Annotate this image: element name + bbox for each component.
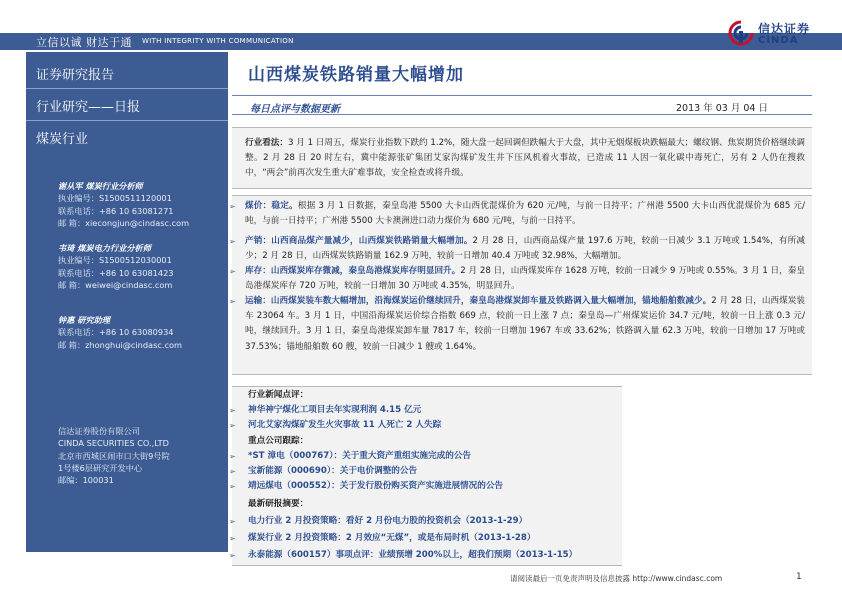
item-label: 库存：山西煤炭库存微减，秦皇岛港煤炭库存明显回升。 [245,266,461,276]
analyst-name: 谢从军 煤炭行业分析师 [58,181,143,191]
analyst-phone: 联系电话：+86 10 63081271 [58,205,174,216]
section-securities-research: 证券研究报告 [36,68,115,83]
analyst-cert: 执业编号：S1500512030001 [58,255,172,266]
top-banner [0,0,842,52]
page-number: 1 [796,572,802,582]
company-address-2: 1号楼6层研究开发中心 [58,462,143,473]
industry-view [245,136,805,182]
analyst-phone: 联系电话：+86 10 63081423 [58,267,174,278]
company-item[interactable]: 靖远煤电（000552）：关于发行股份购买资产实施进展情况的公告 [248,481,504,491]
disclaimer-note: 请阅读最后一页免责声明及信息披露 http://www.cindasc.com [510,574,723,583]
analyst-card [58,242,228,291]
bullet-arrow-icon: ➢ [229,297,236,306]
company-item[interactable]: *ST 漳电（000767）：关于重大资产重组实施完成的公告 [248,451,471,461]
analyst-cert: 执业编号：S1500511120001 [58,193,172,204]
company-item[interactable]: 宝新能源（000690）：关于电价调整的公告 [248,466,418,476]
bullet-arrow-icon: ➢ [229,237,236,246]
slogan-cn: 立信以诚 财达于通 [36,36,132,49]
sidebar-divider [26,88,228,89]
inventory-item [245,264,805,294]
research-header: 最新研报摘要： [248,499,309,509]
bullet-arrow-icon: ➢ [229,202,236,211]
analyst-name: 韦琦 煤炭电力行业分析师 [58,243,151,253]
slogan-en: WITH INTEGRITY WITH COMMUNICATION [142,37,294,45]
item-text: 2 月 28 日，山西煤炭库存 1628 万吨，较前一日减少 9 万吨或 0.55%。3 月 1 日，秦皇岛港煤炭库存 720 万吨，较前一日增加 30 万吨或 4.35%，明显回升。 [245,266,805,292]
bullet-arrow-icon: ➢ [229,482,236,491]
logo-text-cn: 信达证券 [758,22,811,36]
page-title: 山西煤炭铁路销量大幅增加 [248,65,464,85]
cinda-logo [728,20,810,50]
logo-text-en: CINDA [758,35,799,46]
bullet-arrow-icon: ➢ [229,467,236,476]
transport-item [245,294,805,355]
company-address-1: 北京市西城区闹市口大街9号院 [58,450,170,461]
item-text: 根据 3 月 1 日数据，秦皇岛港 5500 大卡山西优混煤价为 620 元/吨，与前一日持平；广州港 5500 大卡山西优混煤价为 685 元/吨，与前一日持平；广州港 5500 大卡澳洲进口动力煤价为 680 元/吨，与前一日持平。 [245,201,805,227]
bullet-arrow-icon: ➢ [229,406,236,415]
industry-view-label: 行业看法： [245,138,289,148]
bullet-arrow-icon: ➢ [229,517,236,526]
company-postcode: 邮编：100031 [58,475,114,486]
news-item[interactable]: 神华神宁煤化工项目去年实现利润 4.15 亿元 [248,405,422,415]
item-label: 产销：山西商品煤产量减少，山西煤炭铁路销量大幅增加。 [245,236,473,246]
news-header: 行业新闻点评： [248,390,309,400]
company-header: 重点公司跟踪： [248,436,309,446]
research-item[interactable]: 电力行业 2 月投资策略：看好 2 月份电力股的投资机会（2013-1-29） [248,516,528,526]
item-label: 运输：山西煤炭装车数大幅增加，沿海煤炭运价继续回升，秦皇岛港煤炭卸车量及铁路调入量大幅增加，锚地船舶数减少。 [245,296,712,306]
analyst-email: 邮 箱：xiecongjun@cindasc.com [58,217,190,228]
news-item[interactable]: 河北艾家沟煤矿发生火灾事故 11 人死亡 2 人失踪 [248,420,442,430]
industry-view-text: 3 月 1 日周五，煤炭行业指数下跌约 1.2%，随大盘一起回调但跌幅大于大盘，其中无烟煤板块跌幅最大；螺纹钢、焦炭期货价格继续调整。2 月 28 日 20 时左右，冀中能源张矿集团艾家沟煤矿发生井下压风机着火事故，已造成 11 人因一氧化碳中毒死亡，另有 2 人仍在搜救中，“两会”前再次发生重大矿难事故，安全检查或将升级。 [245,138,805,179]
research-item[interactable]: 煤炭行业 2 月投资策略：2 月效应“无煤”，或是布局时机（2013-1-28） [248,533,536,543]
subtitle: 每日点评与数据更新 [250,104,340,115]
company-info [58,425,228,486]
sidebar-divider [26,120,228,121]
research-item[interactable]: 永泰能源（600157）事项点评：业绩预增 200%以上，超我们预期（2013-1-15） [248,550,578,560]
production-sales-item [245,234,805,264]
item-label: 煤价：稳定。 [245,201,298,211]
left-sidebar [26,52,228,552]
cinda-logo-icon [728,20,754,46]
bullet-arrow-icon: ➢ [229,452,236,461]
analyst-email: 邮 箱：weiwei@cindasc.com [58,279,173,290]
bullet-arrow-icon: ➢ [229,421,236,430]
coal-price-item [245,199,805,229]
report-date: 2013 年 03 月 04 日 [676,103,768,114]
section-coal-industry: 煤炭行业 [36,132,89,147]
item-text: 2 月 28 日，山西煤炭装车 23064 车。3 月 1 日，中国沿海煤炭运价综合指数 669 点，较前一日上涨 7 点；秦皇岛—广州煤炭运价 34.7 元/吨，较前一日上涨 0.3 元/吨，继续回升。3 月 1 日，秦皇岛港煤炭卸车量 7817 车，较前一日增加 1967 车或 33.62%；铁路调入量 62.3 万吨，较前一日增加 17 万吨或 37.53%；锚地船舶数 60 艘，较前一日减少 1 艘或 1.64%。 [245,296,805,352]
analyst-name: 钟惠 研究助理 [58,315,110,325]
section-industry-daily: 行业研究——日报 [36,100,141,115]
bullet-arrow-icon: ➢ [229,267,236,276]
analyst-card [58,314,228,351]
company-name-cn: 信达证券股份有限公司 [58,426,140,436]
analyst-email: 邮 箱：zhonghui@cindasc.com [58,339,182,350]
item-text: 2 月 28 日，山西商品煤产量 197.6 万吨，较前一日减少 3.1 万吨或 1.54%，有所减少；2 月 28 日，山西煤炭铁路销量 162.9 万吨，较前一日增加 40.4 万吨或 32.98%，大幅增加。 [245,236,805,262]
analyst-card [58,180,228,229]
bullet-arrow-icon: ➢ [229,534,236,543]
company-name-en: CINDA SECURITIES CO.,LTD [58,438,169,449]
analyst-phone: 联系电话：+86 10 63080934 [58,327,174,338]
bullet-arrow-icon: ➢ [229,551,236,560]
